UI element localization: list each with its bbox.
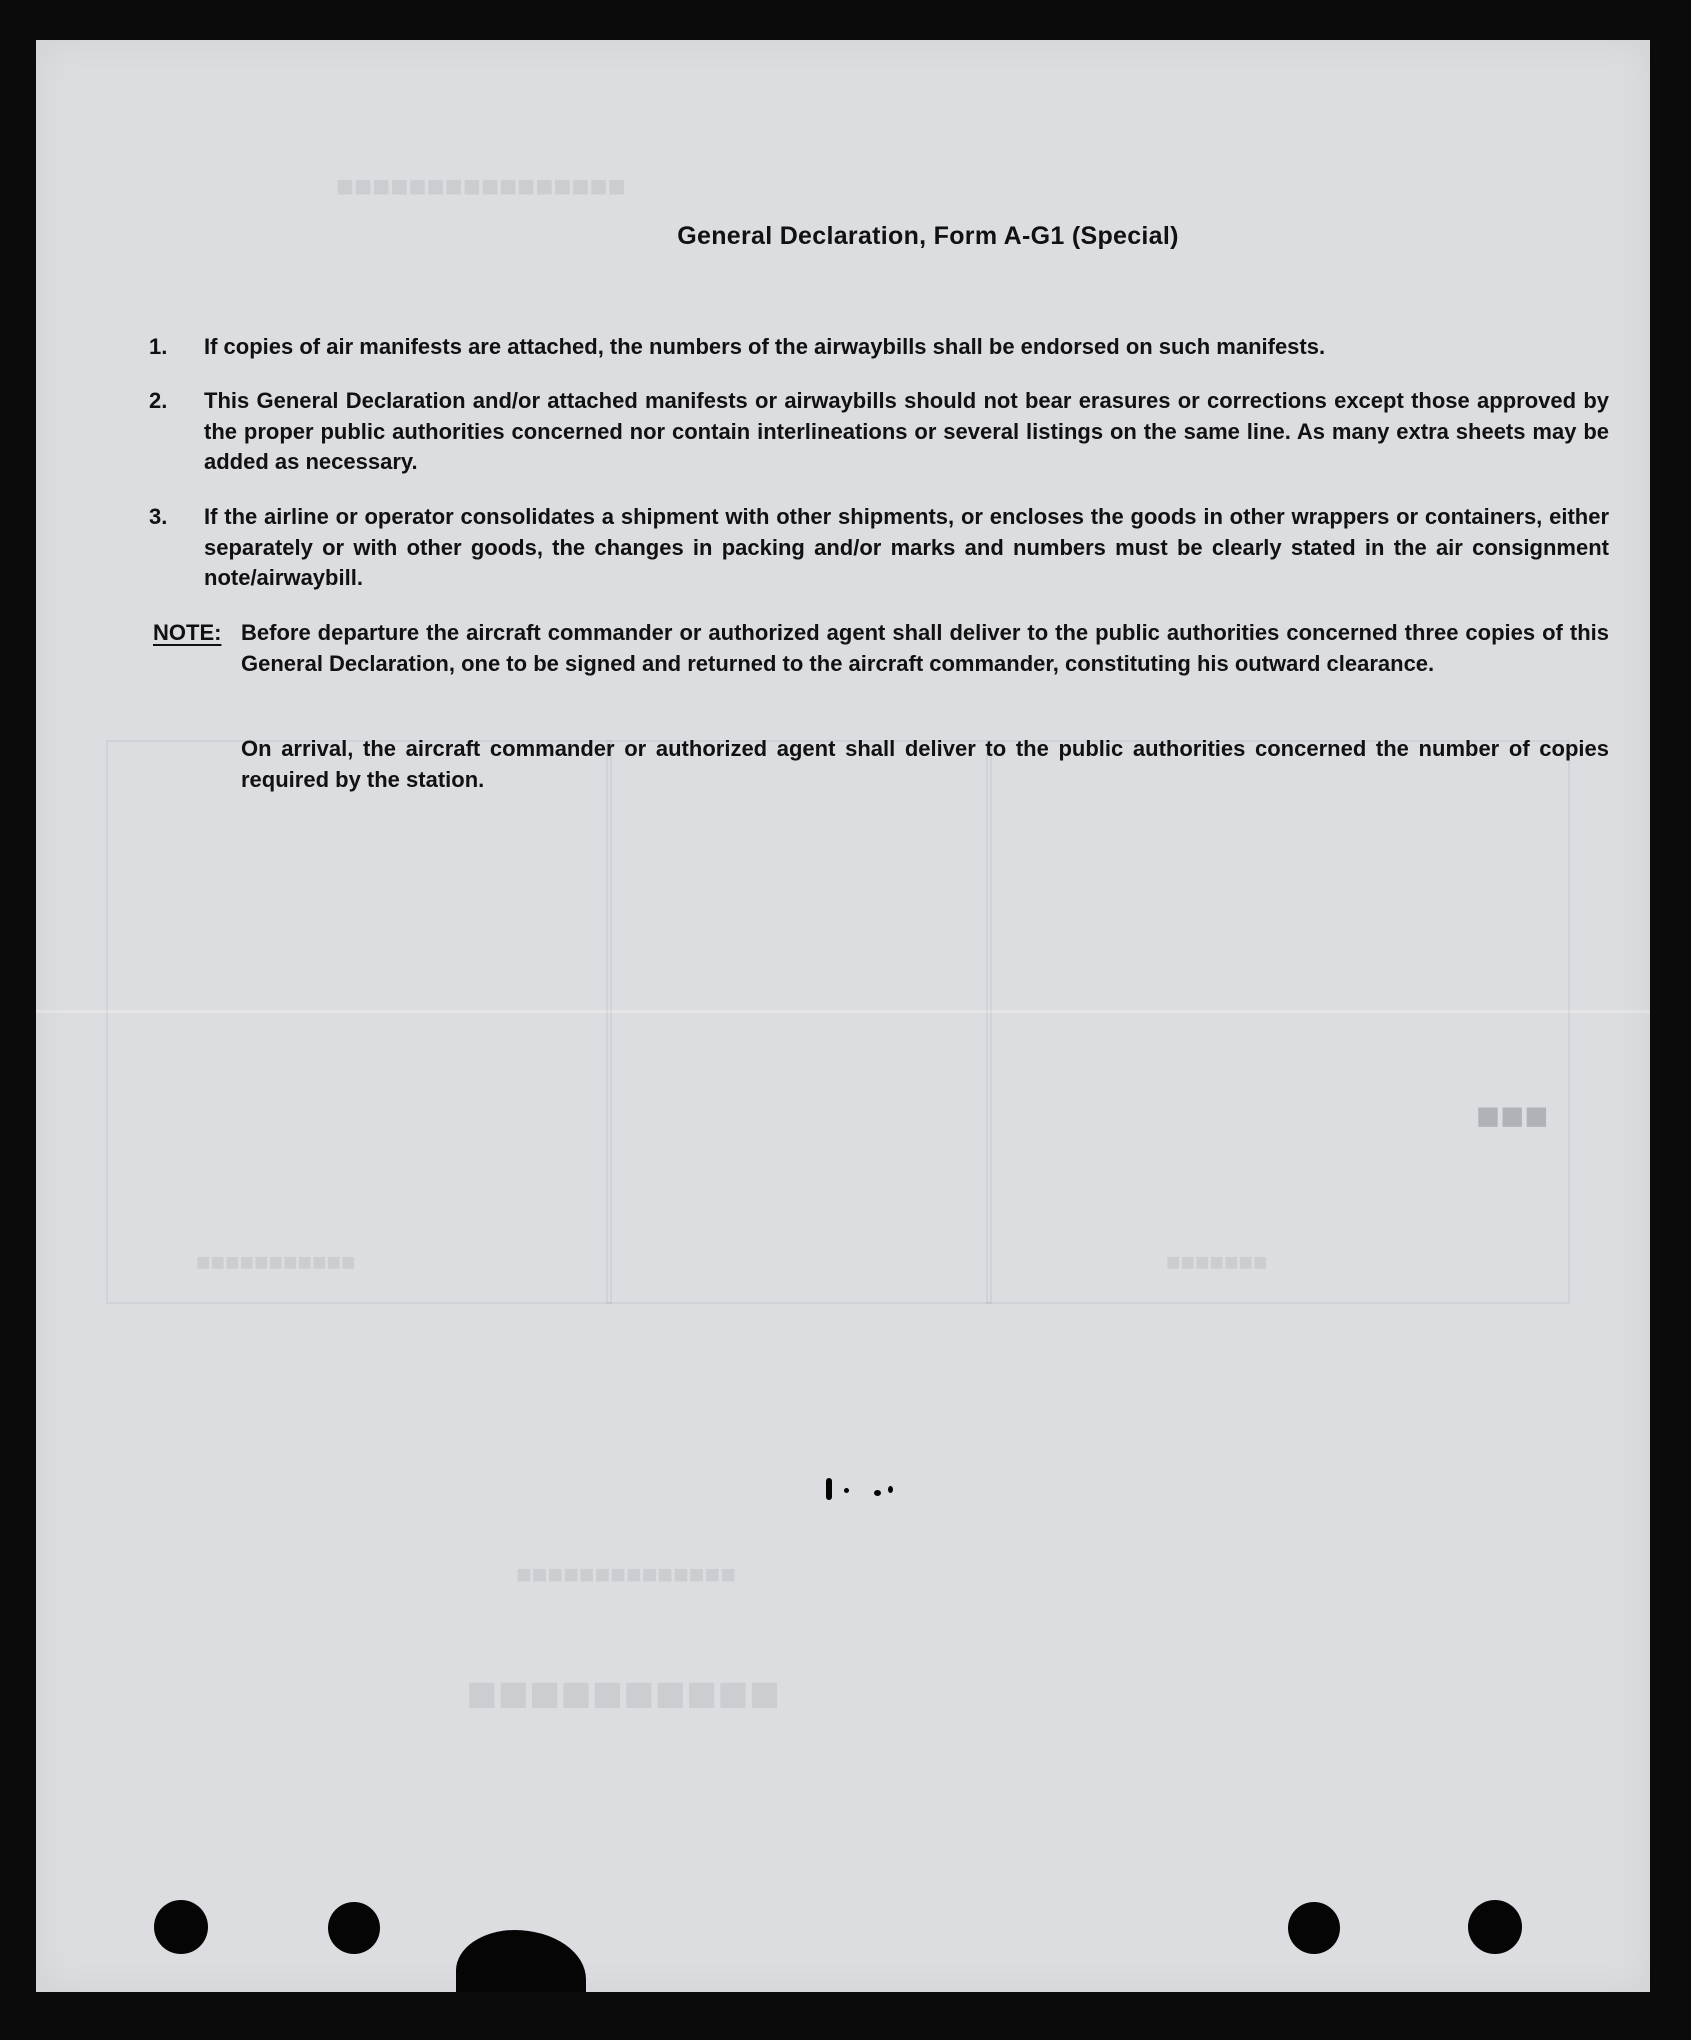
item-text: If the airline or operator consolidates a shipment with other shipments, or encloses the goods in other wrappers or containers, either separately or with other goods, the changes in packing and/or marks and numbers must be clearly stated in the air consignment note/airwaybill.: [204, 504, 1609, 590]
ink-speck: [874, 1490, 881, 1496]
bleed-through-mark: ■■■■■■■■■■■: [196, 1250, 356, 1276]
list-item: [149, 332, 1609, 363]
punch-hole: [154, 1900, 208, 1954]
paper-fold-line: [36, 1010, 1650, 1013]
item-number: 3.: [149, 504, 168, 529]
paper-sheet: [36, 40, 1650, 1992]
punch-hole: [328, 1902, 380, 1954]
item-text: If copies of air manifests are attached, the numbers of the airwaybills shall be endorsed on such manifests.: [204, 334, 1326, 359]
ink-blot: [456, 1930, 586, 1992]
item-number: 2.: [149, 388, 168, 413]
bleed-through-mark: ■■■■■■■■■■■■■■■■: [336, 170, 626, 203]
item-number: 1.: [149, 334, 168, 359]
ink-speck: [888, 1486, 893, 1493]
bleed-through-mark: ■■■■■■■■■■: [466, 1666, 781, 1723]
note-paragraph: Before departure the aircraft commander or authorized agent shall deliver to the public authorities concerned three copies of this General Declaration, one to be signed and returned to the aircraft commander, constituting his outward clearance.: [241, 620, 1609, 676]
bleed-through-column: [986, 740, 992, 1304]
bleed-through-table: [106, 740, 1570, 1304]
reverse-stamp-mark: ■■■: [1476, 1093, 1549, 1138]
item-text: This General Declaration and/or attached manifests or airwaybills should not bear erasures or corrections except those approved by the proper public authorities concerned nor contain interlineations or several listings on the same line. As many extra sheets may be added as necessary.: [204, 388, 1609, 474]
punch-hole: [1468, 1900, 1522, 1954]
bleed-through-column: [606, 740, 612, 1304]
ink-speck: [844, 1488, 849, 1493]
punch-hole: [1288, 1902, 1340, 1954]
list-item: [149, 502, 1609, 594]
bleed-through-mark: ■■■■■■■: [1166, 1250, 1268, 1276]
note-block: [153, 618, 1609, 792]
note-label: NOTE:: [153, 620, 222, 645]
ink-speck: [826, 1478, 832, 1500]
bleed-through-mark: ■■■■■■■■■■■■■■: [516, 1560, 736, 1589]
note-paragraph: On arrival, the aircraft commander or authorized agent shall deliver to the public authorities concerned the number of copies required by the station.: [241, 736, 1609, 792]
list-item: [149, 386, 1609, 478]
page-title: General Declaration, Form A-G1 (Special): [677, 222, 1179, 250]
